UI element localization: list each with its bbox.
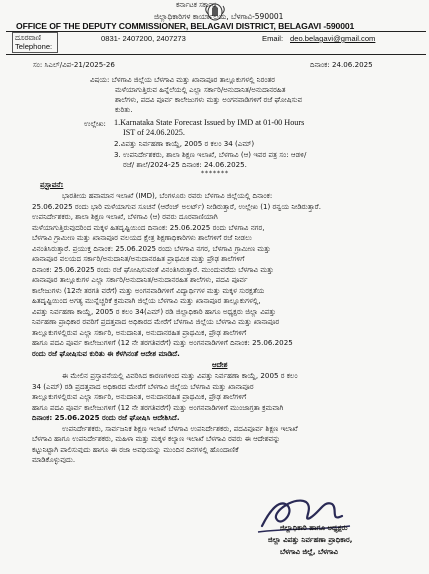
paragraph-line: ಖಾನಾಪೂರ ತಾಲ್ಲೂಕುಗಳ ಎಲ್ಲಾ ಸರ್ಕಾರಿ/ಅನುದಾನಿತ/ಅನುದಾನರಹಿತ ಶಾಲೆಗಳು, ಪದವಿ ಪೂರ್ವ [32,275,248,284]
paragraph-line: ಮಳೆಯಾಗುತ್ತಿರುವುದರಿಂದ ಮಕ್ಕಳ ಹಿತದೃಷ್ಟಿಯಿಂದ ದಿನಾಂಕ: 25.06.2025 ರಂದು ಬೆಳಗಾವಿ ನಗರ, [32,222,265,232]
telephone-label-kannada: ದೂರವಾಣಿ [15,33,41,42]
paragraph-line: ಕಾಲೇಜುಗಳು (12ನೇ ತರಗತಿ ವರೆಗೆ) ಮತ್ತು ಅಂಗನವಾಡಿಗಳಿಗೆ ವಿದ್ಯಾರ್ಥಿಗಳ ಮತ್ತು ಮಕ್ಕಳ ಸುರಕ್ಷತೆಯ [32,285,265,295]
paragraph-line: ತಾಲ್ಲೂಕುಗಳಲ್ಲಿರುವ ಎಲ್ಲಾ ಸರ್ಕಾರಿ, ಅನುದಾನಿತ, ಅನುದಾನರಹಿತ ಪ್ರಾಥಮಿಕ, ಪ್ರೌಢ ಶಾಲೆಗಳಿಗೆ [32,327,247,337]
reference-date: ದಿನಾಂಕ: 24.06.2025 [310,60,373,69]
header-office-english: OFFICE OF THE DEPUTY COMMISSIONER, BELAGAVI DISTRICT, BELAGAVI -590001 [16,21,355,31]
paragraph-line: ದಿನಾಂಕ: 25.06.2025 ರಂದು ರಜೆ ಘೋಷಿಸುವಂತೆ ವಿನಂತಿಸಿರುತ್ತಾರೆ. ಮುಂದುವರೆದು ಬೆಳಗಾವಿ ಮತ್ತು [32,264,274,274]
order-heading: ಆದೇಶ [212,360,228,369]
email-link[interactable]: deo.belagavi@gmail.com [290,34,376,43]
paragraph-line: ಮಾಡಿಕೊಳ್ಳುವುದು. [32,455,76,464]
header-office-kannada: ಜಿಲ್ಲಾಧಿಕಾರಿಗಳ ಕಾರ್ಯಾಲಯ, ಬೆಳಗಾವಿ-590001 [154,12,284,21]
subject-line: ಕುರಿತು. [115,105,133,114]
subject-line: ಮಳೆಯಾಗುತ್ತಿರುವ ಹಿನ್ನೆಲೆಯಲ್ಲಿ ಎಲ್ಲಾ ಸರ್ಕಾರಿ/ಅನುದಾನಿತ/ಅನುದಾನರಹಿತ [115,85,286,94]
signatory-title: ಜಿಲ್ಲಾಧಿಕಾರಿ ಹಾಗೂ ಅಧ್ಯಕ್ಷರು [280,523,348,532]
paragraph-line: ಹಾಗೂ ಪದವಿ ಪೂರ್ವ ಕಾಲೇಜುಗಳಿಗೆ (12 ನೇ ತರಗತಿವರೆಗೆ) ಮತ್ತು ಅಂಗನವಾಡಿಗಳಿಗೆ ಮುಂಜಾಗ್ರತಾ ಕ್ರಮವಾಗಿ [32,402,284,412]
paragraph-line: ವಿಪತ್ತು ನಿರ್ವಹಣಾ ಕಾಯ್ದೆ, 2005 ರ ಕಲಂ 34(ಎಮ್) ರಡಿ ಜಿಲ್ಲಾಧಿಕಾರಿ ಹಾಗೂ ಅಧ್ಯಕ್ಷರು ಜಿಲ್ಲಾ ವಿಪತ್ತು [32,306,276,316]
telephone-label: Telephone: [15,42,53,51]
paragraph-line: 25.06.2025 ರಂದು ಭಾರಿ ಮಳೆಯಾಗುವ ಸೂಚನೆ (ಆರೆಂಜ್ ಅಲರ್ಟ್) ನೀಡಿರುತ್ತಾರೆ, ಉಲ್ಲೇಖ (1) ರನ್ವಯ ನೀಡಿರುತ್ತಾರೆ. [32,201,321,211]
paragraph-line: ವಿನಂತಿಸಿರುತ್ತಾರೆ. ಪ್ರಯುಕ್ತ ದಿನಾಂಕ: 25.06.2025 ರಂದು ಬೆಳಗಾವಿ ನಗರ, ಬೆಳಗಾವಿ ಗ್ರಾಮೀಣ ಮತ್ತು [32,243,271,253]
contact-divider [6,54,426,55]
subject-line: ವಿಷಯ: ಬೆಳಗಾವಿ ಜಿಲ್ಲೆಯ ಬೆಳಗಾವಿ ಮತ್ತು ಖಾನಾಪೂರ ತಾಲ್ಲೂಕುಗಳಲ್ಲಿ ನಿರಂತರ [90,75,276,84]
header-government: ಕರ್ನಾಟಕ ಸರ್ಕಾರ [176,1,216,9]
separator-stars: ******* [201,170,229,177]
email-label: Email: [262,34,284,43]
telephone-numbers: 0831- 2407200, 2407273 [101,34,186,43]
paragraph-line: ರಂದು ರಜೆ ಘೋಷಿಸುವ ಕುರಿತು ಈ ಕೆಳಗಿನಂತೆ ಆದೇಶ ಮಾಡಿದೆ. [32,348,180,358]
paragraph-line: ಭಾರತೀಯ ಹವಾಮಾನ ಇಲಾಖೆ (IMD), ಬೆಂಗಳೂರು ರವರು ಬೆಳಗಾವಿ ಜಿಲ್ಲೆಯಲ್ಲಿ ದಿನಾಂಕ: [62,191,273,200]
subject-line: ಶಾಲೆಗಳು, ಪದವಿ ಪೂರ್ವ ಕಾಲೇಜುಗಳು ಮತ್ತು ಅಂಗನವಾಡಿಗಳಿಗೆ ರಜೆ ಘೋಷಿಸುವ [115,95,303,104]
paragraph-line: ಉಪನಿರ್ದೇಶಕರು, ಸಾರ್ವಜನಿಕ ಶಿಕ್ಷಣ ಇಲಾಖೆ ಬೆಳಗಾವಿ ಉಪನಿರ್ದೇಶಕರು, ಪದವಿಪೂರ್ವ ಶಿಕ್ಷಣ ಇಲಾಖೆ [62,423,298,433]
reference-item: 1.Karnataka State Forecast Issued by IMD at 01-00 Hours [114,118,305,127]
paragraph-line: ನಿರ್ವಹಣಾ ಪ್ರಾಧಿಕಾರ ರವರಿಗೆ ಪ್ರದತ್ತವಾದ ಅಧಿಕಾರದ ಮೇರೆಗೆ ಬೆಳಗಾವಿ ಜಿಲ್ಲೆಯ ಬೆಳಗಾವಿ ಮತ್ತು ಖಾನಾಪೂರ [32,317,280,326]
preamble-heading: ಪ್ರಸ್ತಾವನೆ: [40,180,64,189]
reference-item: 3. ಉಪನಿರ್ದೇಶಕರು, ಶಾಲಾ ಶಿಕ್ಷಣ ಇಲಾಖೆ, ಬೆಳಗಾವಿ (ಆ) ಇವರ ಪತ್ರ ಸಂ: ಆಡಳಿ/ [114,150,307,159]
paragraph-line: ಬೆಳಗಾವಿ ಗ್ರಾಮೀಣ ಮತ್ತು ಖಾನಾಪೂರ ವಲಯದ ಕ್ಷೇತ್ರ ಶಿಕ್ಷಣಾಧಿಕಾರಿಗಳು ಶಾಲೆಗಳಿಗೆ ರಜೆ ನೀಡಲು [32,233,252,242]
paragraph-line: ಕಟ್ಟುನಿಟ್ಟಾಗಿ ಪಾಲಿಸುವುದು ಹಾಗೂ ಈ ರಜಾ ಅವಧಿಯನ್ನು ಮುಂದಿನ ದಿನಗಳಲ್ಲಿ ಹೊಂದಾಣಿಕೆ [32,444,239,454]
reference-item: ರಜೆ/ ಶಾಲೆ/2024-25 ದಿನಾಂಕ: 24.06.2025. [123,160,247,169]
header-divider [6,31,426,32]
references-label: ಉಲ್ಲೇಖ: [84,119,106,128]
signatory-title: ಬೆಳಗಾವಿ ಜಿಲ್ಲೆ, ಬೆಳಗಾವಿ [280,547,338,556]
paragraph-line: ತಾಲ್ಲೂಕುಗಳಲ್ಲಿರುವ ಎಲ್ಲಾ ಸರ್ಕಾರಿ, ಅನುದಾನಿತ, ಅನುದಾನರಹಿತ ಪ್ರಾಥಮಿಕ, ಪ್ರೌಢ ಶಾಲೆಗಳಿಗೆ [32,392,247,401]
signatory-title: ಜಿಲ್ಲಾ ವಿಪತ್ತು ನಿರ್ವಹಣಾ ಪ್ರಾಧಿಕಾರ, [268,535,353,544]
paragraph-line: ದಿನಾಂಕ: 25.06.2025 ರಂದು ರಜೆ ಘೋಷಿಸಿ ಆದೇಶಿಸಿದೆ. [32,413,180,422]
reference-item: IST of 24.06.2025. [123,128,185,137]
reference-item: 2.ವಿಪತ್ತು ನಿರ್ವಹಣಾ ಕಾಯ್ದೆ, 2005 ರ ಕಲಂ 34 (ಎಮ್) [114,139,255,148]
paragraph-line: ಬೆಳಗಾವಿ ಹಾಗೂ ಉಪನಿರ್ದೇಶಕರು, ಮಹಿಳಾ ಮತ್ತು ಮಕ್ಕಳ ಕಲ್ಯಾಣ ಇಲಾಖೆ ಬೆಳಗಾವಿ ರವರು ಈ ಆದೇಶವನ್ನು [32,434,281,443]
paragraph-line: ಈ ಮೇಲಿನ ಪ್ರಸ್ತಾವನೆಯಲ್ಲಿ ವಿವರಿಸಿದ ಕಾರಣಗಳಿಂದ ಮತ್ತು ವಿಪತ್ತು ನಿರ್ವಹಣಾ ಕಾಯ್ದೆ, 2005 ರ ಕಲಂ [62,371,298,380]
paragraph-line: ಖಾನಾಪೂರ ವಲಯದ ಸರ್ಕಾರಿ/ಅನುದಾನಿತ/ಅನುದಾನರಹಿತ ಪ್ರಾಥಮಿಕ ಮತ್ತು ಪ್ರೌಢ ಶಾಲೆಗಳಿಗೆ [32,254,245,263]
paragraph-line: ಉಪನಿರ್ದೇಶಕರು, ಶಾಲಾ ಶಿಕ್ಷಣ ಇಲಾಖೆ, ಬೆಳಗಾವಿ (ಆ) ರವರು ದೂರವಾಣಿಯಾಗಿ [32,212,218,221]
paragraph-line: ಹಾಗೂ ಪದವಿ ಪೂರ್ವ ಕಾಲೇಜುಗಳಿಗೆ (12 ನೇ ತರಗತಿವರೆಗೆ) ಮತ್ತು ಅಂಗನವಾಡಿಗಳಿಗೆ ದಿನಾಂಕ: 25.06.2025 [32,338,293,347]
reference-number: ಸಂ: ಸಿಎಲ್‌/ವಿಪ-21/2025-26 [33,60,115,69]
paragraph-line: ಹಿತದೃಷ್ಟಿಯಿಂದ ಅಗತ್ಯ ಮುನ್ನೆಚ್ಚರಿಕೆ ಕ್ರಮವಾಗಿ ಜಿಲ್ಲೆಯ ಬೆಳಗಾವಿ ಮತ್ತು ಖಾನಾಪೂರ ತಾಲ್ಲೂಕುಗಳಲ್ಲಿ, [32,296,261,305]
paragraph-line: 34 (ಎಮ್) ರಡಿ ಪ್ರದತ್ತವಾದ ಅಧಿಕಾರದ ಮೇರೆಗೆ ಬೆಳಗಾವಿ ಜಿಲ್ಲೆಯ ಬೆಳಗಾವಿ ಮತ್ತು ಖಾನಾಪೂರ [32,381,254,391]
